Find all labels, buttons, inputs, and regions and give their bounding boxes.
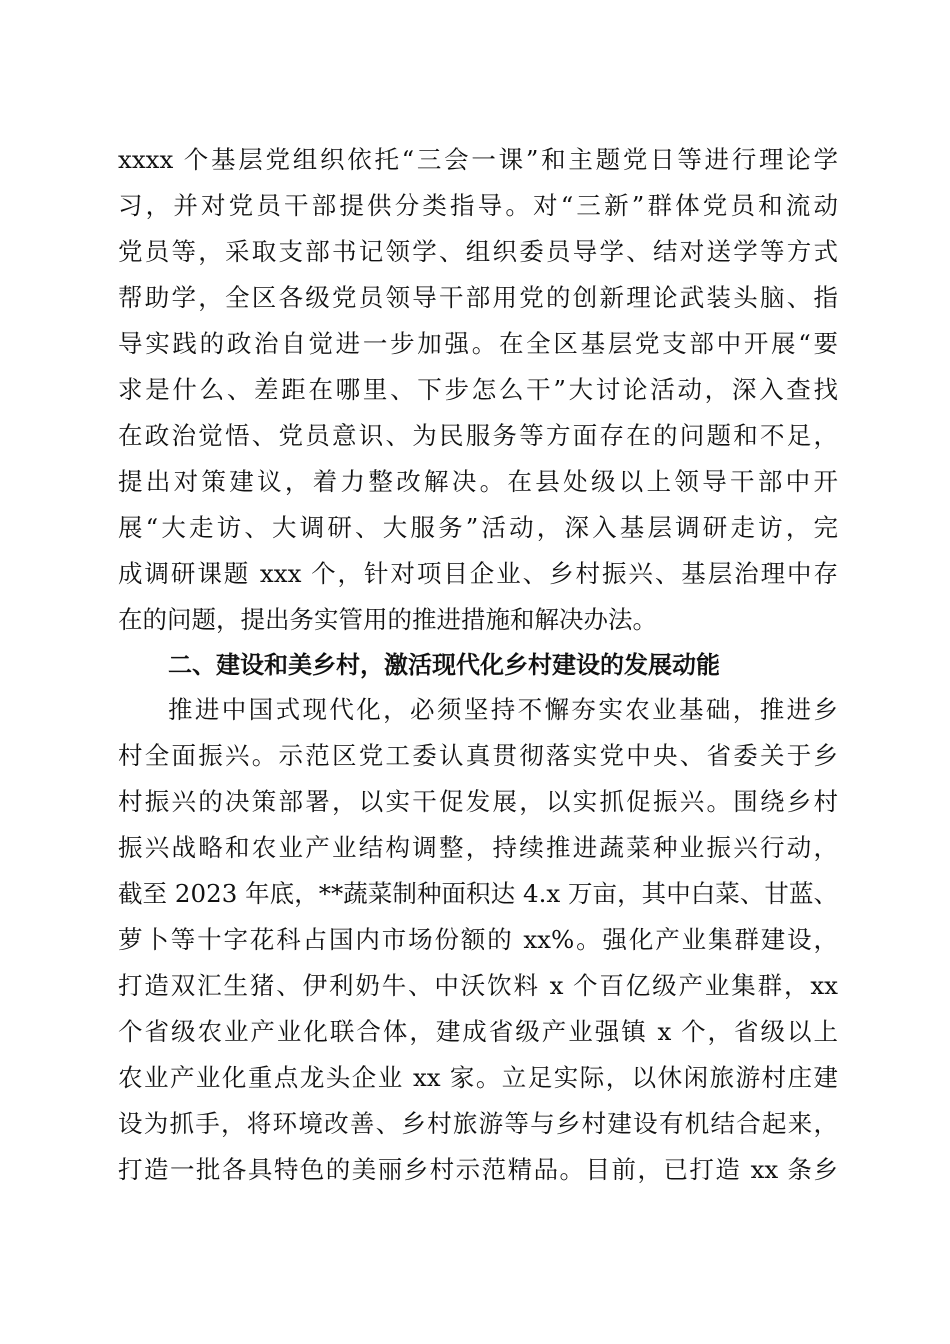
text-line: 打造一批各具特色的美丽乡村示范精品。目前，已打造 xx 条乡	[118, 1155, 838, 1184]
text-line: 振兴战略和农业产业结构调整，持续推进蔬菜种业振兴行动，	[118, 833, 838, 862]
text-line: 导实践的政治自觉进一步加强。在全区基层党支部中开展“要	[118, 329, 838, 358]
text-line: 习，并对党员干部提供分类指导。对“三新”群体党员和流动	[118, 191, 838, 220]
text-line: 帮助学，全区各级党员领导干部用党的创新理论武装头脑、指	[118, 283, 838, 312]
text-line: 党员等，采取支部书记领学、组织委员导学、结对送学等方式	[118, 237, 838, 266]
text-line: 展“大走访、大调研、大服务”活动，深入基层调研走访，完	[118, 513, 838, 542]
text-line: 截至 2023 年底，**蔬菜制种面积达 4.x 万亩，其中白菜、甘蓝、	[118, 879, 838, 908]
text-line: 萝卜等十字花科占国内市场份额的 xx%。强化产业集群建设，	[118, 925, 838, 954]
text-line: 推进中国式现代化，必须坚持不懈夯实农业基础，推进乡	[168, 695, 838, 724]
text-line: 成调研课题 xxx 个，针对项目企业、乡村振兴、基层治理中存	[118, 559, 838, 588]
text-line: 在的问题，提出务实管用的推进措施和解决办法。	[118, 605, 657, 634]
text-line: 村全面振兴。示范区党工委认真贯彻落实党中央、省委关于乡	[118, 741, 838, 770]
text-line: 打造双汇生猪、伊利奶牛、中沃饮料 x 个百亿级产业集群，xx	[118, 971, 838, 1000]
text-line: 提出对策建议，着力整改解决。在县处级以上领导干部中开	[118, 467, 838, 496]
text-line: xxxx 个基层党组织依托“三会一课”和主题党日等进行理论学	[118, 145, 838, 174]
text-line: 在政治觉悟、党员意识、为民服务等方面存在的问题和不足，	[118, 421, 838, 450]
section-heading: 二、建设和美乡村，激活现代化乡村建设的发展动能	[168, 651, 720, 679]
text-line: 个省级农业产业化联合体，建成省级产业强镇 x 个，省级以上	[118, 1017, 838, 1046]
text-line: 村振兴的决策部署，以实干促发展，以实抓促振兴。围绕乡村	[118, 787, 838, 816]
text-line: 设为抓手，将环境改善、乡村旅游等与乡村建设有机结合起来，	[118, 1109, 838, 1138]
text-line: 农业产业化重点龙头企业 xx 家。立足实际，以休闲旅游村庄建	[118, 1063, 838, 1092]
text-line: 求是什么、差距在哪里、下步怎么干”大讨论活动，深入查找	[118, 375, 838, 404]
